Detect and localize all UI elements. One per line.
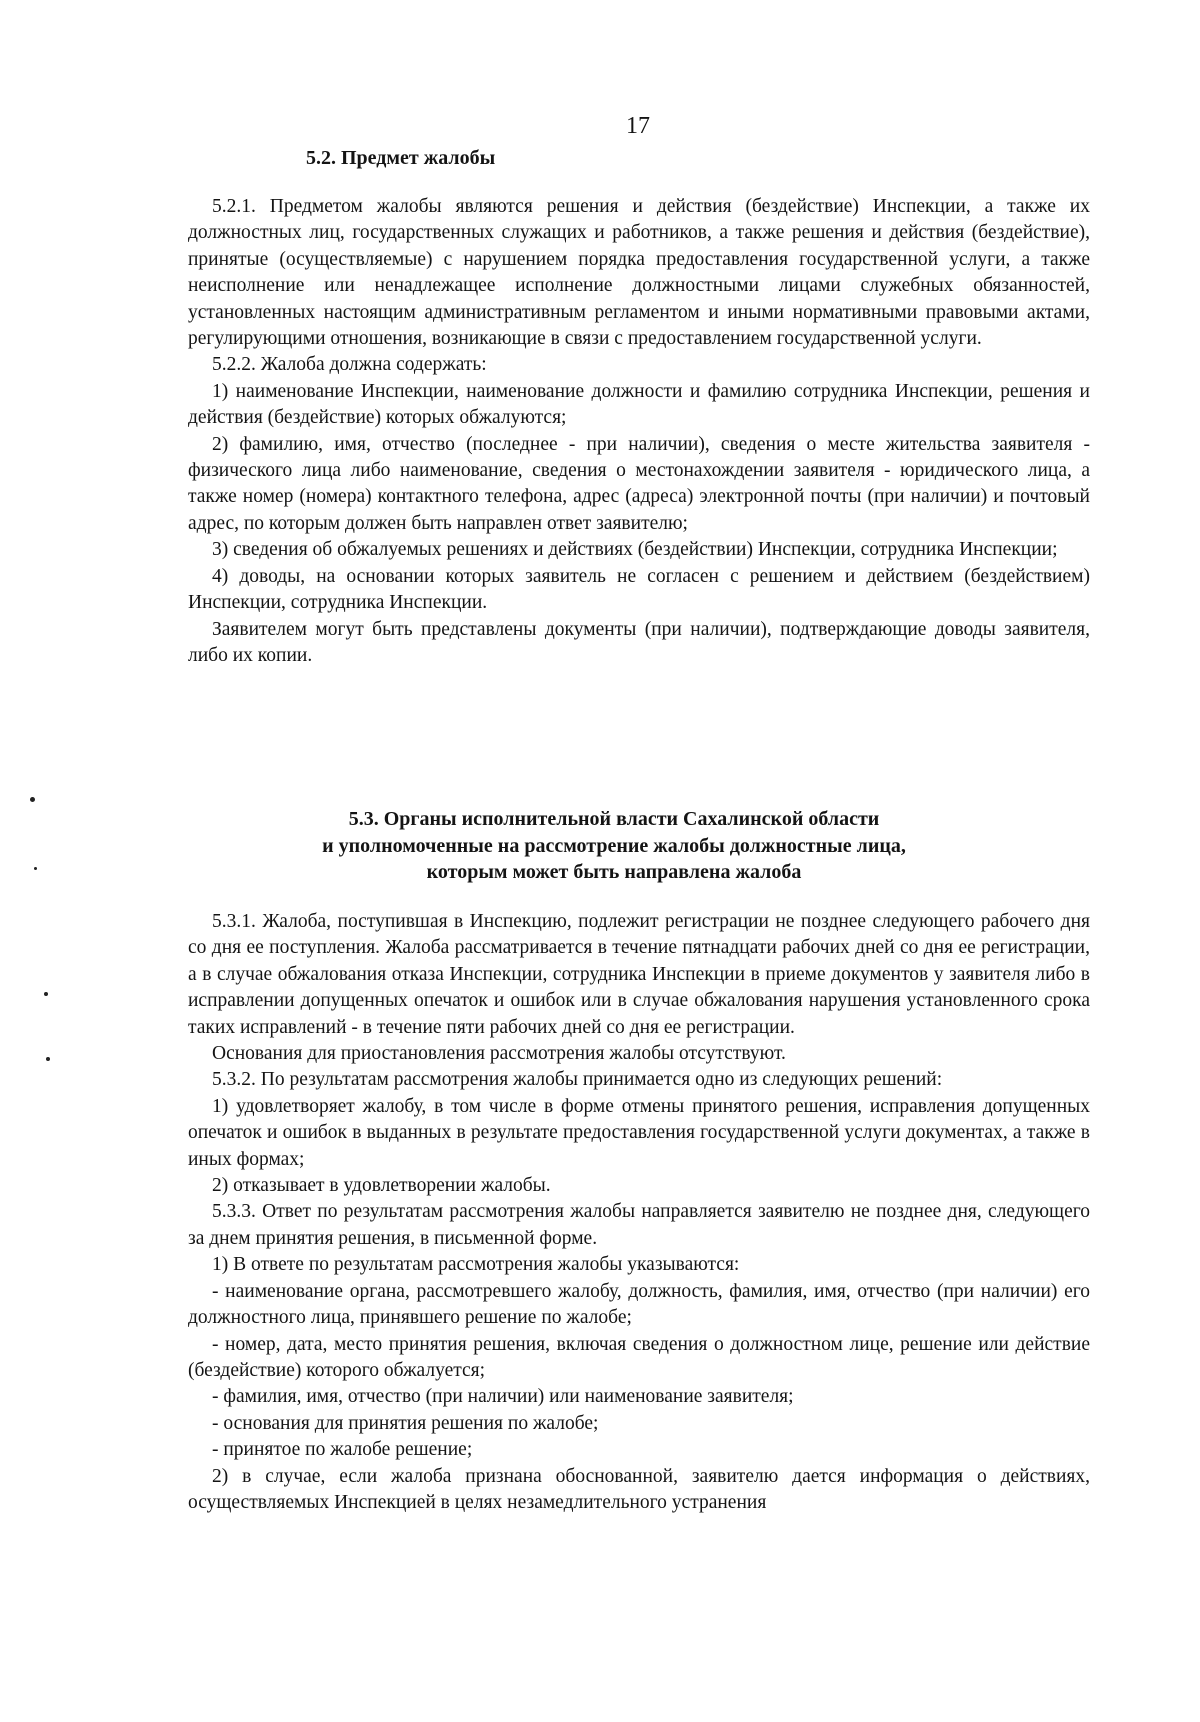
heading-line: и уполномоченные на рассмотрение жалобы должностные лица, [322, 834, 906, 857]
heading-line: 5.3. Органы исполнительной власти Сахалинской области [348, 808, 880, 830]
paragraph: Основания для приостановления рассмотрения жалобы отсутствуют. [212, 1043, 786, 1065]
page-number: 17 [626, 113, 650, 139]
scan-speck [30, 797, 35, 802]
paragraph: 4) доводы, на основании которых заявитель не согласен с решением и действием (бездействием) Инспекции, сотрудника Инспекции. [188, 565, 1090, 614]
paragraph: - основания для принятия решения по жалобе; [212, 1412, 599, 1434]
section-heading-5-2: 5.2. Предмет жалобы [306, 147, 496, 169]
paragraph: 5.3.3. Ответ по результатам рассмотрения жалобы направляется заявителю не позднее дня, следующего за днем принятия решения, в письменной форме. [188, 1201, 1090, 1249]
paragraph: 2) в случае, если жалоба признана обоснованной, заявителю дается информация о действиях, осуществляемых Инспекцией в целях незамедлительного устранения [188, 1465, 1090, 1513]
paragraph: 2) фамилию, имя, отчество (последнее - при наличии), сведения о месте жительства заявителя - физического лица либо наименование, сведения о местонахождении заявителя - юридического лица, а также номер (номера) контактного телефона, адрес (адреса) электронной почты (при наличии) и почтовый адрес, по которым должен быть направлен ответ заявителю; [188, 433, 1090, 534]
scan-speck [46, 1057, 50, 1061]
paragraph: - принятое по жалобе решение; [212, 1439, 473, 1461]
paragraph: - наименование органа, рассмотревшего жалобу, должность, фамилия, имя, отчество (при наличии) его должностного лица, принявшего решение по жалобе; [188, 1280, 1090, 1329]
paragraph: - фамилия, имя, отчество (при наличии) или наименование заявителя; [212, 1386, 794, 1408]
paragraph: 5.3.2. По результатам рассмотрения жалобы принимается одно из следующих решений: [212, 1069, 943, 1091]
paragraph: 1) удовлетворяет жалобу, в том числе в форме отмены принятого решения, исправления допущенных опечаток и ошибок в выданных в результате предоставления государственной услуги документах, а также в иных формах; [188, 1095, 1090, 1170]
paragraph: Заявителем могут быть представлены документы (при наличии), подтверждающие доводы заявителя, либо их копии. [188, 618, 1090, 666]
heading-line: которым может быть направлена жалоба [426, 861, 802, 883]
scan-speck [34, 867, 37, 870]
scan-speck [44, 992, 48, 996]
section-5-2-body [188, 194, 1090, 669]
paragraph: 3) сведения об обжалуемых решениях и действиях (бездействии) Инспекции, сотрудника Инспекции; [212, 539, 1058, 561]
paragraph: 5.3.1. Жалоба, поступившая в Инспекцию, подлежит регистрации не позднее следующего рабочего дня со дня ее поступления. Жалоба рассматривается в течение пятнадцати рабочих дней со дня ее регистрации, а в случае обжалования отказа Инспекции, сотрудника Инспекции в приеме документов у заявителя либо в исправлении допущенных опечаток и ошибок или в случае обжалования нарушения установленного срока таких исправлений - в течение пяти рабочих дней со дня ее регистрации. [188, 911, 1090, 1038]
paragraph: - номер, дата, место принятия решения, включая сведения о должностном лице, решение или действие (бездействие) которого обжалуется; [188, 1333, 1090, 1381]
section-heading-5-3 [0, 806, 1200, 886]
paragraph: 5.2.2. Жалоба должна содержать: [212, 354, 487, 376]
paragraph: 5.2.1. Предметом жалобы являются решения и действия (бездействие) Инспекции, а также их должностных лиц, государственных служащих и работников, а также решения и действия (бездействие), принятые (осуществляемые) с нарушением порядка предоставления государственной услуги, а также неисполнение или ненадлежащее исполнение должностными лицами служебных обязанностей, установленных настоящим административным регламентом и иными нормативными правовыми актами, регулирующими отношения, возникающие в связи с предоставлением государственной услуги. [188, 196, 1090, 350]
section-5-3-body [188, 909, 1090, 1516]
paragraph: 1) В ответе по результатам рассмотрения жалобы указываются: [212, 1254, 740, 1276]
paragraph: 2) отказывает в удовлетворении жалобы. [212, 1175, 551, 1197]
paragraph: 1) наименование Инспекции, наименование должности и фамилию сотрудника Инспекции, решения и действия (бездействие) которых обжалуются; [188, 380, 1090, 429]
